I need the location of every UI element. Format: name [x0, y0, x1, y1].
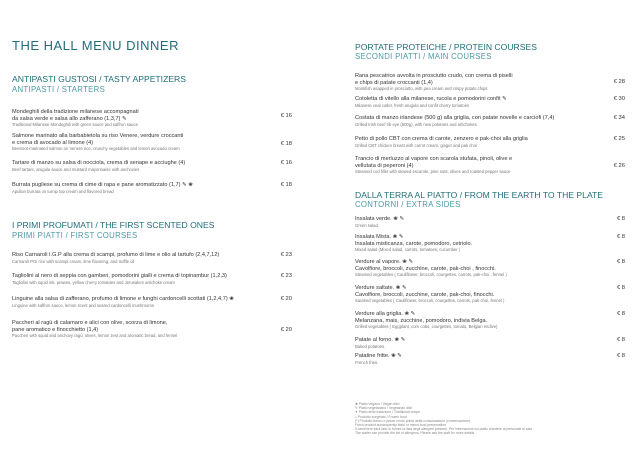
- menu-item-price: € 8: [616, 234, 625, 240]
- menu-item-name: Verdure saltate. ❀ ✎ Cavolfiore, broccoli, zucchine, carote, pak-choi, finocchi.: [355, 285, 495, 298]
- menu-item-description: Steamed cod fillet with stewed escarole, pine nuts, olives and roasted pepper sauce: [355, 169, 511, 175]
- menu-item-name: Verdure alla griglia. ❀ ✎ Melanzana, mais, zucchine, pomodoro, indivia Belga.: [355, 311, 488, 324]
- menu-item-name: Costata di manzo irlandese (500 g) alla griglia, con patate novelle e carciofi (7,4): [355, 115, 555, 121]
- menu-item: [355, 234, 625, 252]
- menu-item: [12, 109, 292, 127]
- menu-item-description: Beetroot-marinated salmon on Venere rice, crunchy vegetables and lemon avocado cream: [12, 146, 180, 152]
- menu-item-name: Petto di pollo CBT con crema di carote, zenzero e pak-choi alla griglia: [355, 136, 528, 142]
- antipasti-title: ANTIPASTI GUSTOSI / TASTY APPETIZERS: [12, 74, 186, 84]
- menu-item-price: € 8: [616, 337, 625, 343]
- menu-item-price: € 26: [613, 163, 625, 169]
- menu-item-description: Baked potatoes.: [355, 343, 386, 349]
- menu-item: [355, 311, 625, 329]
- menu-item-name: Insalata Mista. ❀ ✎ Insalata misticanza, carote, pomodoro, cetriolo.: [355, 234, 473, 247]
- menu-item: [355, 216, 625, 228]
- legend-line: Fresh product subsequently blast or minus food preservation: [355, 423, 447, 428]
- menu-item-price: € 23: [280, 252, 292, 258]
- menu-item: [12, 133, 292, 151]
- menu-item-name: Tagliolini al nero di seppia con gamberi, pomodorini gialli e crema di topinambur (1,2,3): [12, 273, 227, 279]
- menu-item-description: Beef tartare, arugula sauce and mustard mayonnaise with anchovies: [12, 166, 140, 172]
- menu-item-description: Traditional Milanese Mondeghili with green sauce and saffron sauce: [12, 122, 138, 128]
- menu-item-price: € 28: [613, 79, 625, 85]
- menu-item: [12, 160, 292, 172]
- menu-item-name: Linguine alla salsa di zafferano, profumo di limone e funghi cardoncelli scottati (1,2,4,7) ❀: [12, 296, 234, 302]
- menu-item-price: € 20: [280, 327, 292, 333]
- menu-item-name: Mondeghili della tradizione milanese accompagnati da salsa verde e salsa allo zafferano (1,3,7) ✎: [12, 109, 139, 122]
- menu-item-description: Grilled CBT chicken breast with carrot cream, ginger and pak choi: [355, 142, 477, 148]
- menu-item-name: Paccheri al ragù di calamaro e alici con olive, scorza di limone, pane aromatico e finocchietto (1,4): [12, 320, 168, 333]
- menu-item-description: Sautéed vegetables ( Cauliflower, broccoli, courgettes, carrots, pak-choi, fennel ): [355, 298, 505, 304]
- menu-item-price: € 23: [280, 273, 292, 279]
- menu-item: [355, 115, 625, 127]
- menu-item-description: Tagliolini with squid ink, prawns, yellow cherry tomatoes and Jerusalem artichoke cream: [12, 279, 175, 285]
- menu-item: [355, 353, 625, 365]
- contorni-subtitle: CONTORNI / EXTRA SIDES: [355, 200, 461, 209]
- menu-item-name: Tartare di manzo su salsa di nocciola, crema di senape e acciughe (4): [12, 160, 186, 166]
- right-column: [355, 0, 625, 453]
- menu-item-name: Rana pescatrice avvolta in prosciutto crudo, con crema di piselli e chips di patate croccanti (1,4): [355, 73, 513, 86]
- primi-subtitle: PRIMI PIATTI / FIRST COURSES: [12, 231, 138, 240]
- left-column: [12, 0, 292, 453]
- menu-item-price: € 16: [280, 160, 292, 166]
- menu-item: [355, 136, 625, 148]
- proteiche-subtitle: SECONDI PIATTI / MAIN COURSES: [355, 52, 492, 61]
- primi-title: I PRIMI PROFUMATI / THE FIRST SCENTED ONES: [12, 220, 215, 230]
- menu-item-price: € 8: [616, 285, 625, 291]
- menu-item: [12, 273, 292, 285]
- menu-item-name: Riso Carnaroli I.G.P alla crema di scampi, profumo di lime e olio al tartufo (2,4,7,12): [12, 252, 220, 258]
- menu-item: [12, 320, 292, 338]
- menu-item-price: € 8: [616, 353, 625, 359]
- contorni-title: DALLA TERRA AL PIATTO / FROM THE EARTH TO THE PLATE: [355, 190, 604, 200]
- legend-line: ✦ Piatto della tradizione / Traditional recipe: [355, 410, 420, 415]
- menu-item-price: € 18: [280, 182, 292, 188]
- menu-item-price: € 16: [280, 113, 292, 119]
- menu-item-description: Milanese veal cutlet, fresh arugula and confit cherry tomatoes: [355, 102, 470, 108]
- legend-line: ❀ Piatto Vegano / Vegan dish: [355, 402, 400, 406]
- menu-item-name: Trancio di merluzzo al vapore con scarola stufata, pinoli, olive e vellutata di peperoni (4): [355, 156, 513, 169]
- menu-item: [355, 337, 625, 349]
- menu-item-description: French fries.: [355, 359, 379, 365]
- antipasti-subtitle: ANTIPASTI / STARTERS: [12, 85, 106, 94]
- menu-item-price: € 25: [613, 136, 625, 142]
- menu-item-description: Grilled Irish beef rib eye (500g), with new potatoes and artichokes: [355, 121, 477, 127]
- menu-item-price: € 18: [280, 141, 292, 147]
- menu-item-price: € 20: [280, 296, 292, 302]
- menu-item-description: Mixed salad (Mixed salad, carrots, tomatoes, cucumber ): [355, 247, 461, 253]
- menu-item-description: Paccheri with squid and anchovy ragù, olives, lemon zest and aromatic bread, and fennel: [12, 333, 178, 339]
- allergen-legend: [355, 402, 605, 436]
- menu-item-description: Monkfish wrapped in prosciutto, with pea cream and crispy potato chips: [355, 86, 488, 92]
- menu-item: [355, 96, 625, 108]
- menu-item: [355, 73, 625, 91]
- menu-item-description: Steamed vegetables ( Cauliflower, broccoli, courgettes, carrots, pak-choi , fennel ): [355, 272, 507, 278]
- menu-item-price: € 8: [616, 311, 625, 317]
- menu-item-description: Carnaroli PGI rice with scampi cream, lime flavoring, and truffle oil: [12, 258, 135, 264]
- page-title: THE HALL MENU DINNER: [12, 38, 179, 53]
- menu-item-name: Insalata verde. ❀ ✎: [355, 216, 405, 222]
- menu-item-description: Grilled vegetables ( Eggplant, corn cobs, courgettes, tomato, Belgian endive): [355, 324, 498, 330]
- legend-line: The waiter can provide the list of allergens. Please ask the staff for more details: [355, 431, 475, 436]
- legend-line: ○ Prodotto surgelato / Frozen food: [355, 414, 407, 419]
- menu-item-price: € 30: [613, 96, 625, 102]
- menu-item-price: € 8: [616, 259, 625, 265]
- legend-line: (*) Prodotto fresco o pesce crudo prima della consumazione (conservazione): [355, 418, 471, 423]
- menu-item-price: € 8: [616, 216, 625, 222]
- menu-item-name: Patatine fritte. ❀ ✎: [355, 353, 402, 359]
- menu-item-name: Burrata pugliese su crema di cime di rapa e pane aromatizzato (1,7) ✎ ❀: [12, 182, 193, 188]
- proteiche-title: PORTATE PROTEICHE / PROTEIN COURSES: [355, 42, 537, 52]
- menu-item: [355, 285, 625, 303]
- legend-line: ✎ Piatto vegetariano / Vegetarian dish: [355, 406, 413, 411]
- menu-item-name: Salmone marinato alla barbabietola su riso Venere, verdure croccanti e crema di avocado al limone (4): [12, 133, 184, 146]
- menu-item-name: Cotoletta di vitello alla milanese, rucola e pomodorini confit ✎: [355, 96, 507, 102]
- menu-item: [355, 259, 625, 277]
- menu-item: [12, 182, 292, 194]
- menu-item: [12, 296, 292, 308]
- menu-item-description: Linguine with saffron sauce, lemon scent and seared cardoncelli mushrooms: [12, 302, 154, 308]
- menu-item: [355, 156, 625, 174]
- menu-item-name: Verdure al vapore. ❀ ✎ Cavolfiore, broccoli, zucchine, carote, pak-choi , finocchi.: [355, 259, 496, 272]
- menu-item: [12, 252, 292, 264]
- menu-item-price: € 34: [613, 115, 625, 121]
- menu-item-name: Patate al forno. ❀ ✎: [355, 337, 406, 343]
- menu-item-description: Apulian burrata on turnip top cream and flavored bread: [12, 188, 114, 194]
- menu-item-description: Green salad.: [355, 222, 379, 228]
- legend-line: Il cameriere sarà lieto di fornire la lista degli allergeni presenti. Per informazioni sul piatto chiedere al personale di sala: [355, 427, 532, 432]
